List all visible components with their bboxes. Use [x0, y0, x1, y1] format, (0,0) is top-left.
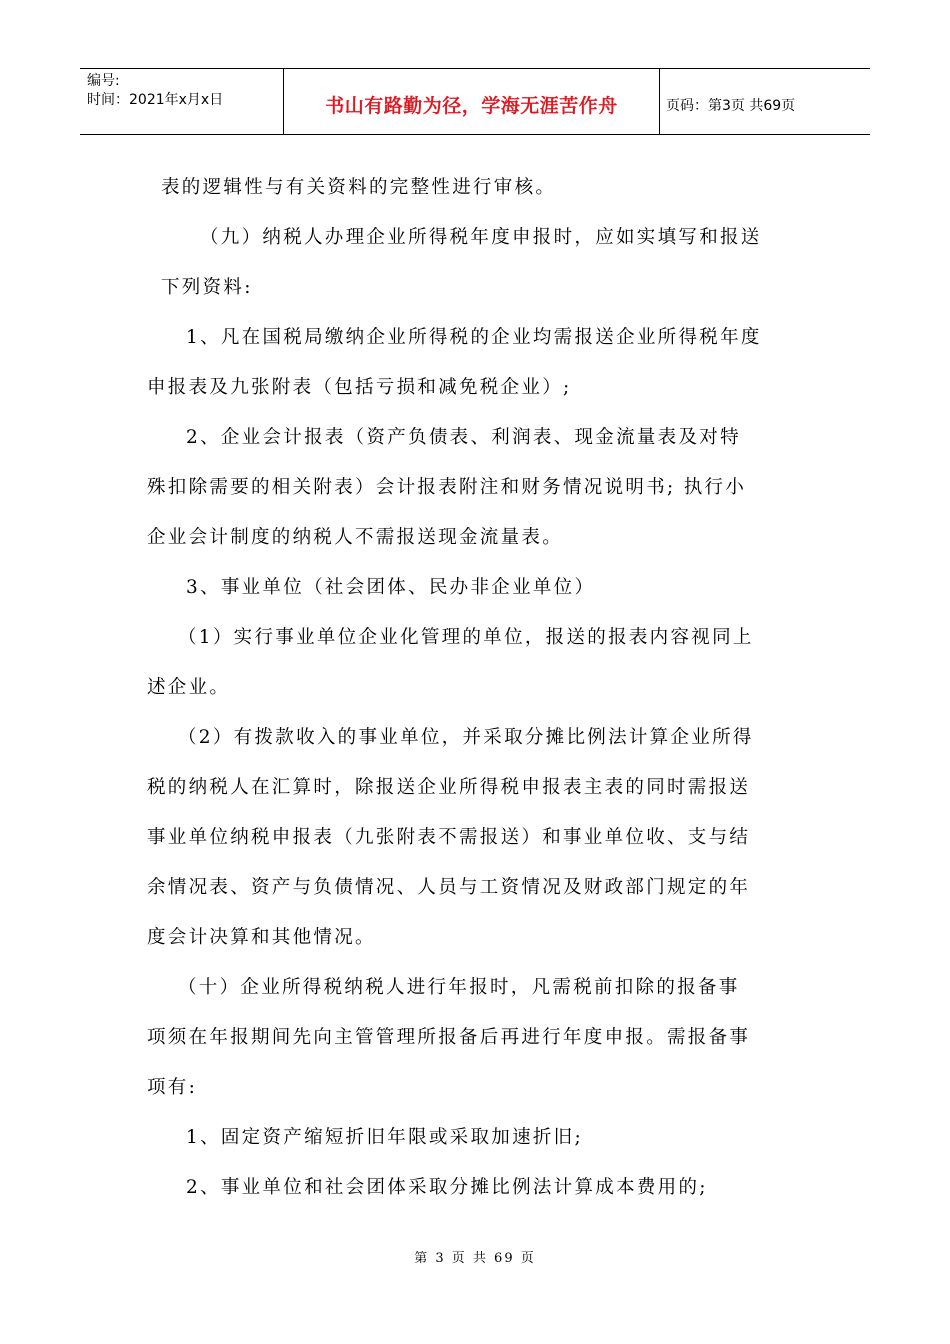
- header-page-info: 页码：第3页 共69页: [666, 97, 796, 114]
- text-line: 下列资料:: [161, 277, 253, 298]
- text-line: 述企业。: [147, 677, 231, 698]
- document-number-label: 编号:: [87, 73, 120, 89]
- header-motto: 书山有路勤为径，学海无涯苦作舟: [284, 69, 660, 134]
- text-line: 2、企业会计报表（资产负债表、利润表、现金流量表及对特: [186, 427, 741, 448]
- text-line: 项有:: [147, 1077, 198, 1098]
- document-date-label: 时间：2021年x月x日: [87, 92, 224, 108]
- header-info-cell: [80, 69, 284, 134]
- text-line: 表的逻辑性与有关资料的完整性进行审核。: [161, 177, 557, 198]
- page-footer: 第 3 页 共 69 页: [414, 1251, 536, 1266]
- text-line: 1、固定资产缩短折旧年限或采取加速折旧;: [186, 1127, 584, 1148]
- text-line: 1、凡在国税局缴纳企业所得税的企业均需报送企业所得税年度: [186, 327, 762, 348]
- text-line: 殊扣除需要的相关附表）会计报表附注和财务情况说明书; 执行小: [147, 477, 747, 498]
- text-line: 税的纳税人在汇算时，除报送企业所得税申报表主表的同时需报送: [147, 777, 751, 798]
- text-line: （九）纳税人办理企业所得税年度申报时，应如实填写和报送: [200, 227, 762, 248]
- text-line: 3、事业单位（社会团体、民办非企业单位）: [186, 577, 596, 598]
- text-line: （十）企业所得税纳税人进行年报时，凡需税前扣除的报备事: [178, 977, 740, 998]
- text-line: 2、事业单位和社会团体采取分摊比例法计算成本费用的;: [186, 1177, 708, 1198]
- text-line: 余情况表、资产与负债情况、人员与工资情况及财政部门规定的年: [147, 877, 751, 898]
- text-line: 项须在年报期间先向主管管理所报备后再进行年度申报。需报备事: [147, 1027, 751, 1048]
- text-line: （2）有拨款收入的事业单位，并采取分摊比例法计算企业所得: [178, 727, 754, 748]
- text-line: 度会计决算和其他情况。: [147, 927, 376, 948]
- text-line: 事业单位纳税申报表（九张附表不需报送）和事业单位收、支与结: [147, 827, 751, 848]
- page-header: [80, 68, 870, 135]
- text-line: 企业会计制度的纳税人不需报送现金流量表。: [147, 527, 564, 548]
- text-line: 申报表及九张附表（包括亏损和减免税企业）;: [147, 377, 572, 398]
- text-line: （1）实行事业单位企业化管理的单位，报送的报表内容视同上: [178, 627, 754, 648]
